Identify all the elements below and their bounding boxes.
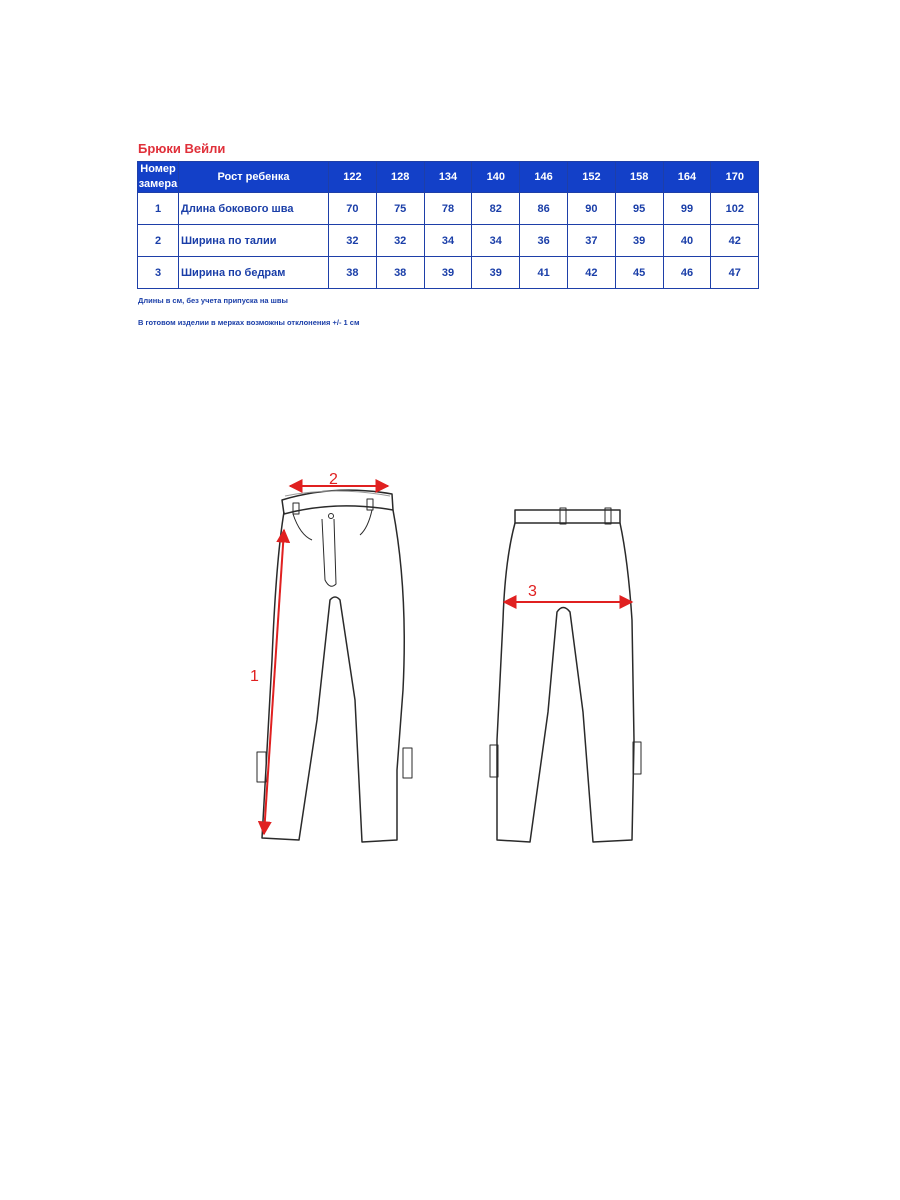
row-label-cell: Ширина по талии	[179, 225, 329, 257]
header-height-cell: Рост ребенка	[179, 162, 329, 193]
value-cell: 95	[615, 193, 663, 225]
value-cell: 42	[711, 225, 759, 257]
row-number-cell: 3	[138, 257, 179, 289]
trousers-front-view	[257, 490, 412, 842]
value-cell: 37	[567, 225, 615, 257]
row-label-cell: Ширина по бедрам	[179, 257, 329, 289]
note-units: Длины в см, без учета припуска на швы	[138, 296, 288, 305]
header-size-cell: 128	[376, 162, 424, 193]
value-cell: 42	[567, 257, 615, 289]
value-cell: 78	[424, 193, 472, 225]
value-cell: 36	[520, 225, 568, 257]
value-cell: 75	[376, 193, 424, 225]
header-number-line2: замера	[138, 178, 178, 190]
header-size-cell: 152	[567, 162, 615, 193]
value-cell: 86	[520, 193, 568, 225]
page-title: Брюки Вейли	[138, 141, 226, 156]
header-size-cell: 146	[520, 162, 568, 193]
measure-arrow-waist	[290, 471, 388, 488]
row-label-cell: Длина бокового шва	[179, 193, 329, 225]
measure-label-waist: 2	[329, 471, 338, 488]
value-cell: 32	[376, 225, 424, 257]
row-number-cell: 2	[138, 225, 179, 257]
value-cell: 90	[567, 193, 615, 225]
value-cell: 82	[472, 193, 520, 225]
header-size-cell: 164	[663, 162, 711, 193]
measure-label-hips: 3	[528, 583, 537, 600]
header-size-cell: 122	[329, 162, 377, 193]
header-number-line1: Номер	[140, 163, 176, 175]
value-cell: 99	[663, 193, 711, 225]
header-size-cell: 140	[472, 162, 520, 193]
note-tolerance: В готовом изделии в мерках возможны отклонения +/- 1 см	[138, 318, 360, 327]
value-cell: 39	[472, 257, 520, 289]
measure-arrow-length	[250, 530, 284, 834]
value-cell: 34	[424, 225, 472, 257]
value-cell: 39	[615, 225, 663, 257]
value-cell: 39	[424, 257, 472, 289]
value-cell: 47	[711, 257, 759, 289]
value-cell: 40	[663, 225, 711, 257]
value-cell: 34	[472, 225, 520, 257]
header-size-cell: 134	[424, 162, 472, 193]
measure-label-length: 1	[250, 668, 259, 685]
value-cell: 102	[711, 193, 759, 225]
value-cell: 70	[329, 193, 377, 225]
measure-arrow-hips	[504, 583, 632, 602]
value-cell: 38	[376, 257, 424, 289]
header-size-cell: 170	[711, 162, 759, 193]
value-cell: 45	[615, 257, 663, 289]
row-number-cell: 1	[138, 193, 179, 225]
value-cell: 46	[663, 257, 711, 289]
value-cell: 32	[329, 225, 377, 257]
trousers-back-view	[490, 508, 641, 842]
header-size-cell: 158	[615, 162, 663, 193]
value-cell: 38	[329, 257, 377, 289]
value-cell: 41	[520, 257, 568, 289]
